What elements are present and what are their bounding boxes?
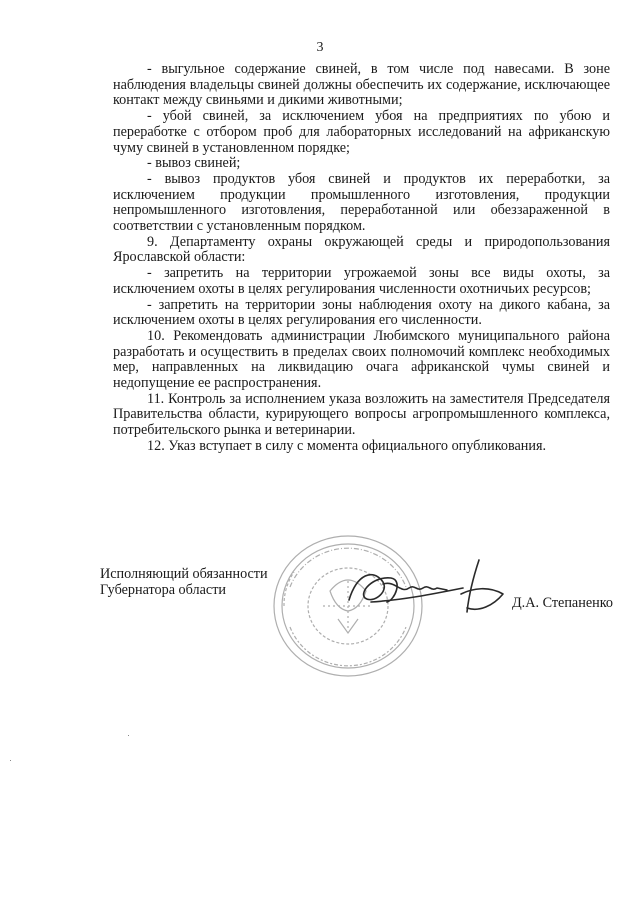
handwritten-signature — [343, 554, 513, 624]
scan-speck — [128, 735, 129, 736]
signature-block — [100, 566, 620, 676]
decree-body — [113, 62, 610, 455]
signatory-role-line-1: Исполняющий обязанности — [100, 566, 268, 582]
paragraph-10-lyubim-district: 10. Рекомендовать администрации Любимского муниципального района разработать и осуществить в пределах своих полномочий комплекс необходимых мер, направленных на ликвидацию очага африканской чумы свиней и недопущение ее распространения. — [113, 327, 610, 392]
paragraph-pig-export: - вывоз свиней; — [147, 155, 241, 172]
paragraph-hunting-observation-zone: - запретить на территории зоны наблюдения охоту на дикого кабана, за исключением охоты в целях регулирования его численности. — [113, 296, 610, 329]
paragraph-12-effective: 12. Указ вступает в силу с момента официального опубликования. — [147, 437, 547, 454]
paragraph-outdoor-keeping: - выгульное содержание свиней, в том числе под навесами. В зоне наблюдения владельцы свиней должны обеспечить их содержание, исключающее контакт между свиньями и дикими животными; — [113, 61, 610, 109]
signatory-role-line-2: Губернатора области — [100, 582, 226, 598]
paragraph-hunting-threat-zone: - запретить на территории угрожаемой зоны все виды охоты, за исключением охоты в целях регулирования численности охотничьих ресурсов; — [113, 265, 610, 297]
signatory-name: Д.А. Степаненко — [512, 595, 613, 611]
paragraph-slaughter: - убой свиней, за исключением убоя на предприятиях по убою и переработке с отбором проб для лабораторных исследований на африканскую чуму свиней в установленном порядке; — [113, 108, 610, 156]
page-number: 3 — [316, 40, 324, 55]
signatory-role — [100, 566, 268, 598]
paragraph-11-control: 11. Контроль за исполнением указа возложить на заместителя Председателя Правительства области, курирующего вопросы агропромышленного комплекса, потребительского рынка и ветеринарии. — [113, 390, 610, 439]
paragraph-9-environment-dept: 9. Департаменту охраны окружающей среды и природопользования Ярославской области: — [113, 233, 610, 266]
paragraph-product-export: - вывоз продуктов убоя свиней и продуктов их переработки, за исключением продукции промышленного изготовления, продукции непромышленного изготовления, переработанной или обеззараженной в соответствии с установленным порядком. — [113, 170, 610, 235]
scan-speck — [10, 760, 11, 761]
